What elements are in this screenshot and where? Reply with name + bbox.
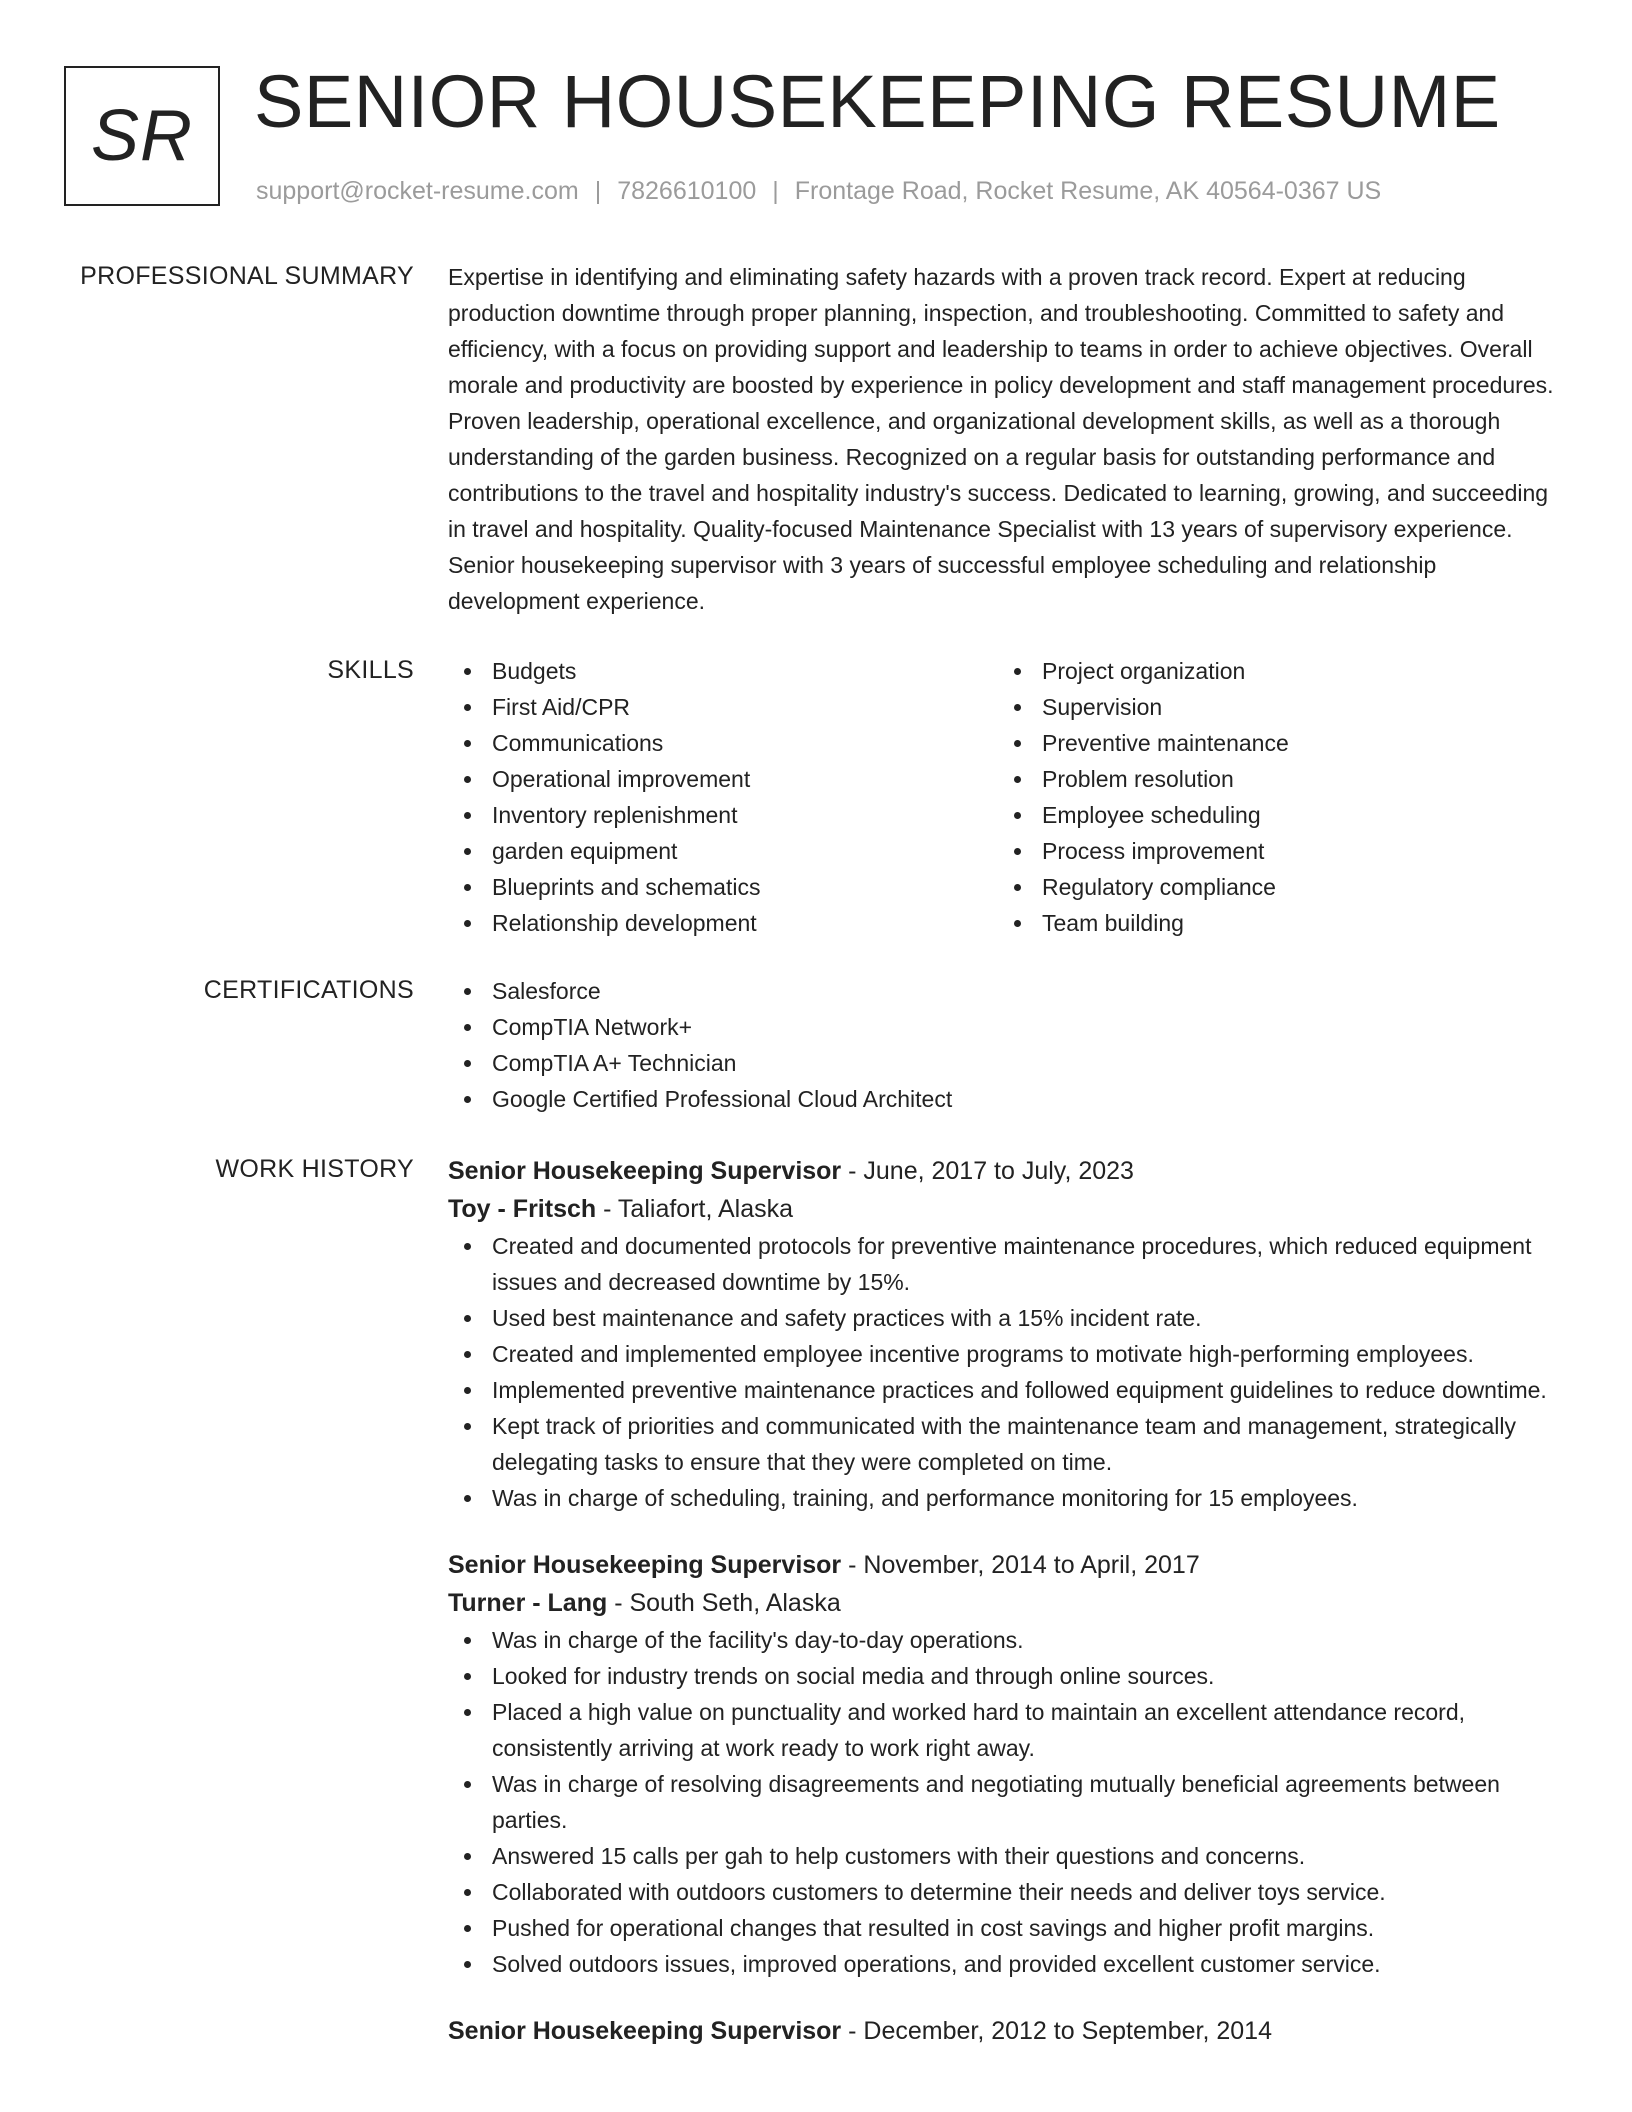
summary-body <box>448 259 1568 619</box>
contact-address: Frontage Road, Rocket Resume, AK 40564-0367 US <box>794 177 1382 205</box>
job-title-line <box>448 2012 1568 2050</box>
skills-list-right <box>998 653 1548 941</box>
job-company-line <box>448 1584 1568 1622</box>
skills-body <box>448 653 1568 941</box>
duty-item: Solved outdoors issues, improved operations, and provided excellent customer service. <box>448 1946 1568 1982</box>
job-entry <box>448 1546 1568 1982</box>
certification-item: CompTIA A+ Technician <box>448 1045 1568 1081</box>
job-dates: - December, 2012 to September, 2014 <box>841 2017 1272 2045</box>
skill-item: Regulatory compliance <box>998 869 1548 905</box>
contact-separator: | <box>594 177 602 205</box>
skill-item: Supervision <box>998 689 1548 725</box>
job-company: Turner - Lang <box>448 1589 608 1617</box>
skill-item: Team building <box>998 905 1548 941</box>
skill-item: garden equipment <box>448 833 998 869</box>
job-location: - Taliafort, Alaska <box>596 1195 794 1223</box>
duty-item: Was in charge of scheduling, training, and performance monitoring for 15 employees. <box>448 1480 1568 1516</box>
duty-item: Used best maintenance and safety practices with a 15% incident rate. <box>448 1300 1568 1336</box>
duty-item: Was in charge of the facility's day-to-day operations. <box>448 1622 1568 1658</box>
job-title: Senior Housekeeping Supervisor <box>448 1157 842 1185</box>
job-dates: - November, 2014 to April, 2017 <box>841 1551 1200 1579</box>
job-title: Senior Housekeeping Supervisor <box>448 2017 842 2045</box>
duty-item: Created and documented protocols for preventive maintenance procedures, which reduced equipment issues and decreased downtime by 15%. <box>448 1228 1568 1300</box>
resume-title: SENIOR HOUSEKEEPING RESUME <box>254 60 1501 143</box>
certification-item: CompTIA Network+ <box>448 1009 1568 1045</box>
job-title: Senior Housekeeping Supervisor <box>448 1551 842 1579</box>
job-entry <box>448 1152 1568 1516</box>
duty-item: Answered 15 calls per gah to help customers with their questions and concerns. <box>448 1838 1568 1874</box>
skill-item: Operational improvement <box>448 761 998 797</box>
contact-separator: | <box>772 177 779 205</box>
certifications-list <box>448 973 1568 1117</box>
job-entry <box>448 2012 1568 2050</box>
job-title-line <box>448 1152 1568 1190</box>
skills-list-left <box>448 653 998 941</box>
skill-item: Problem resolution <box>998 761 1548 797</box>
contact-email[interactable]: support@rocket-resume.com <box>256 177 579 205</box>
certification-item: Google Certified Professional Cloud Architect <box>448 1081 1568 1117</box>
job-duties <box>448 1622 1568 1982</box>
certifications-body <box>448 973 1568 1117</box>
skill-item: Inventory replenishment <box>448 797 998 833</box>
skill-item: Preventive maintenance <box>998 725 1548 761</box>
duty-item: Pushed for operational changes that resulted in cost savings and higher profit margins. <box>448 1910 1568 1946</box>
monogram-badge: SR <box>64 66 220 206</box>
skill-item: Communications <box>448 725 998 761</box>
duty-item: Kept track of priorities and communicated with the maintenance team and management, strategically delegating tasks to ensure that they were completed on time. <box>448 1408 1568 1480</box>
duty-item: Looked for industry trends on social media and through online sources. <box>448 1658 1568 1694</box>
skill-item: First Aid/CPR <box>448 689 998 725</box>
duty-item: Placed a high value on punctuality and worked hard to maintain an excellent attendance record, consistently arriving at work ready to work right away. <box>448 1694 1568 1766</box>
duty-item: Collaborated with outdoors customers to determine their needs and deliver toys service. <box>448 1874 1568 1910</box>
duty-item: Was in charge of resolving disagreements and negotiating mutually beneficial agreements between parties. <box>448 1766 1568 1838</box>
job-location: - South Seth, Alaska <box>607 1589 841 1617</box>
skill-item: Process improvement <box>998 833 1548 869</box>
skill-item: Employee scheduling <box>998 797 1548 833</box>
summary-heading: PROFESSIONAL SUMMARY <box>80 262 414 290</box>
skill-item: Project organization <box>998 653 1548 689</box>
duty-item: Created and implemented employee incentive programs to motivate high-performing employees. <box>448 1336 1568 1372</box>
job-dates: - June, 2017 to July, 2023 <box>841 1157 1134 1185</box>
skills-heading: SKILLS <box>327 656 414 684</box>
work-history-heading: WORK HISTORY <box>215 1155 414 1183</box>
summary-text: Expertise in identifying and eliminating safety hazards with a proven track record. Expert at reducing production downtime through proper planning, inspection, and troubleshooting. Committed to safety and efficiency, with a focus on providing support and leadership to teams in order to achieve objectives. Overall morale and productivity are boosted by experience in policy development and staff management procedures. Proven leadership, operational excellence, and organizational development skills, as well as a thorough understanding of the garden business. Recognized on a regular basis for outstanding performance and contributions to the travel and hospitality industry's success. Dedicated to learning, growing, and succeeding in travel and hospitality. Quality-focused Maintenance Specialist with 13 years of supervisory experience. Senior housekeeping supervisor with 3 years of successful employee scheduling and relationship development experience. <box>448 264 1554 614</box>
duty-item: Implemented preventive maintenance practices and followed equipment guidelines to reduce downtime. <box>448 1372 1568 1408</box>
contact-line <box>256 176 1381 206</box>
skill-item: Relationship development <box>448 905 998 941</box>
job-title-line <box>448 1546 1568 1584</box>
certification-item: Salesforce <box>448 973 1568 1009</box>
job-duties <box>448 1228 1568 1516</box>
certifications-heading: CERTIFICATIONS <box>203 976 414 1004</box>
job-company: Toy - Fritsch <box>448 1195 597 1223</box>
skill-item: Blueprints and schematics <box>448 869 998 905</box>
contact-phone[interactable]: 7826610100 <box>617 177 757 205</box>
work-history-body <box>448 1152 1568 2050</box>
job-company-line <box>448 1190 1568 1228</box>
skill-item: Budgets <box>448 653 998 689</box>
